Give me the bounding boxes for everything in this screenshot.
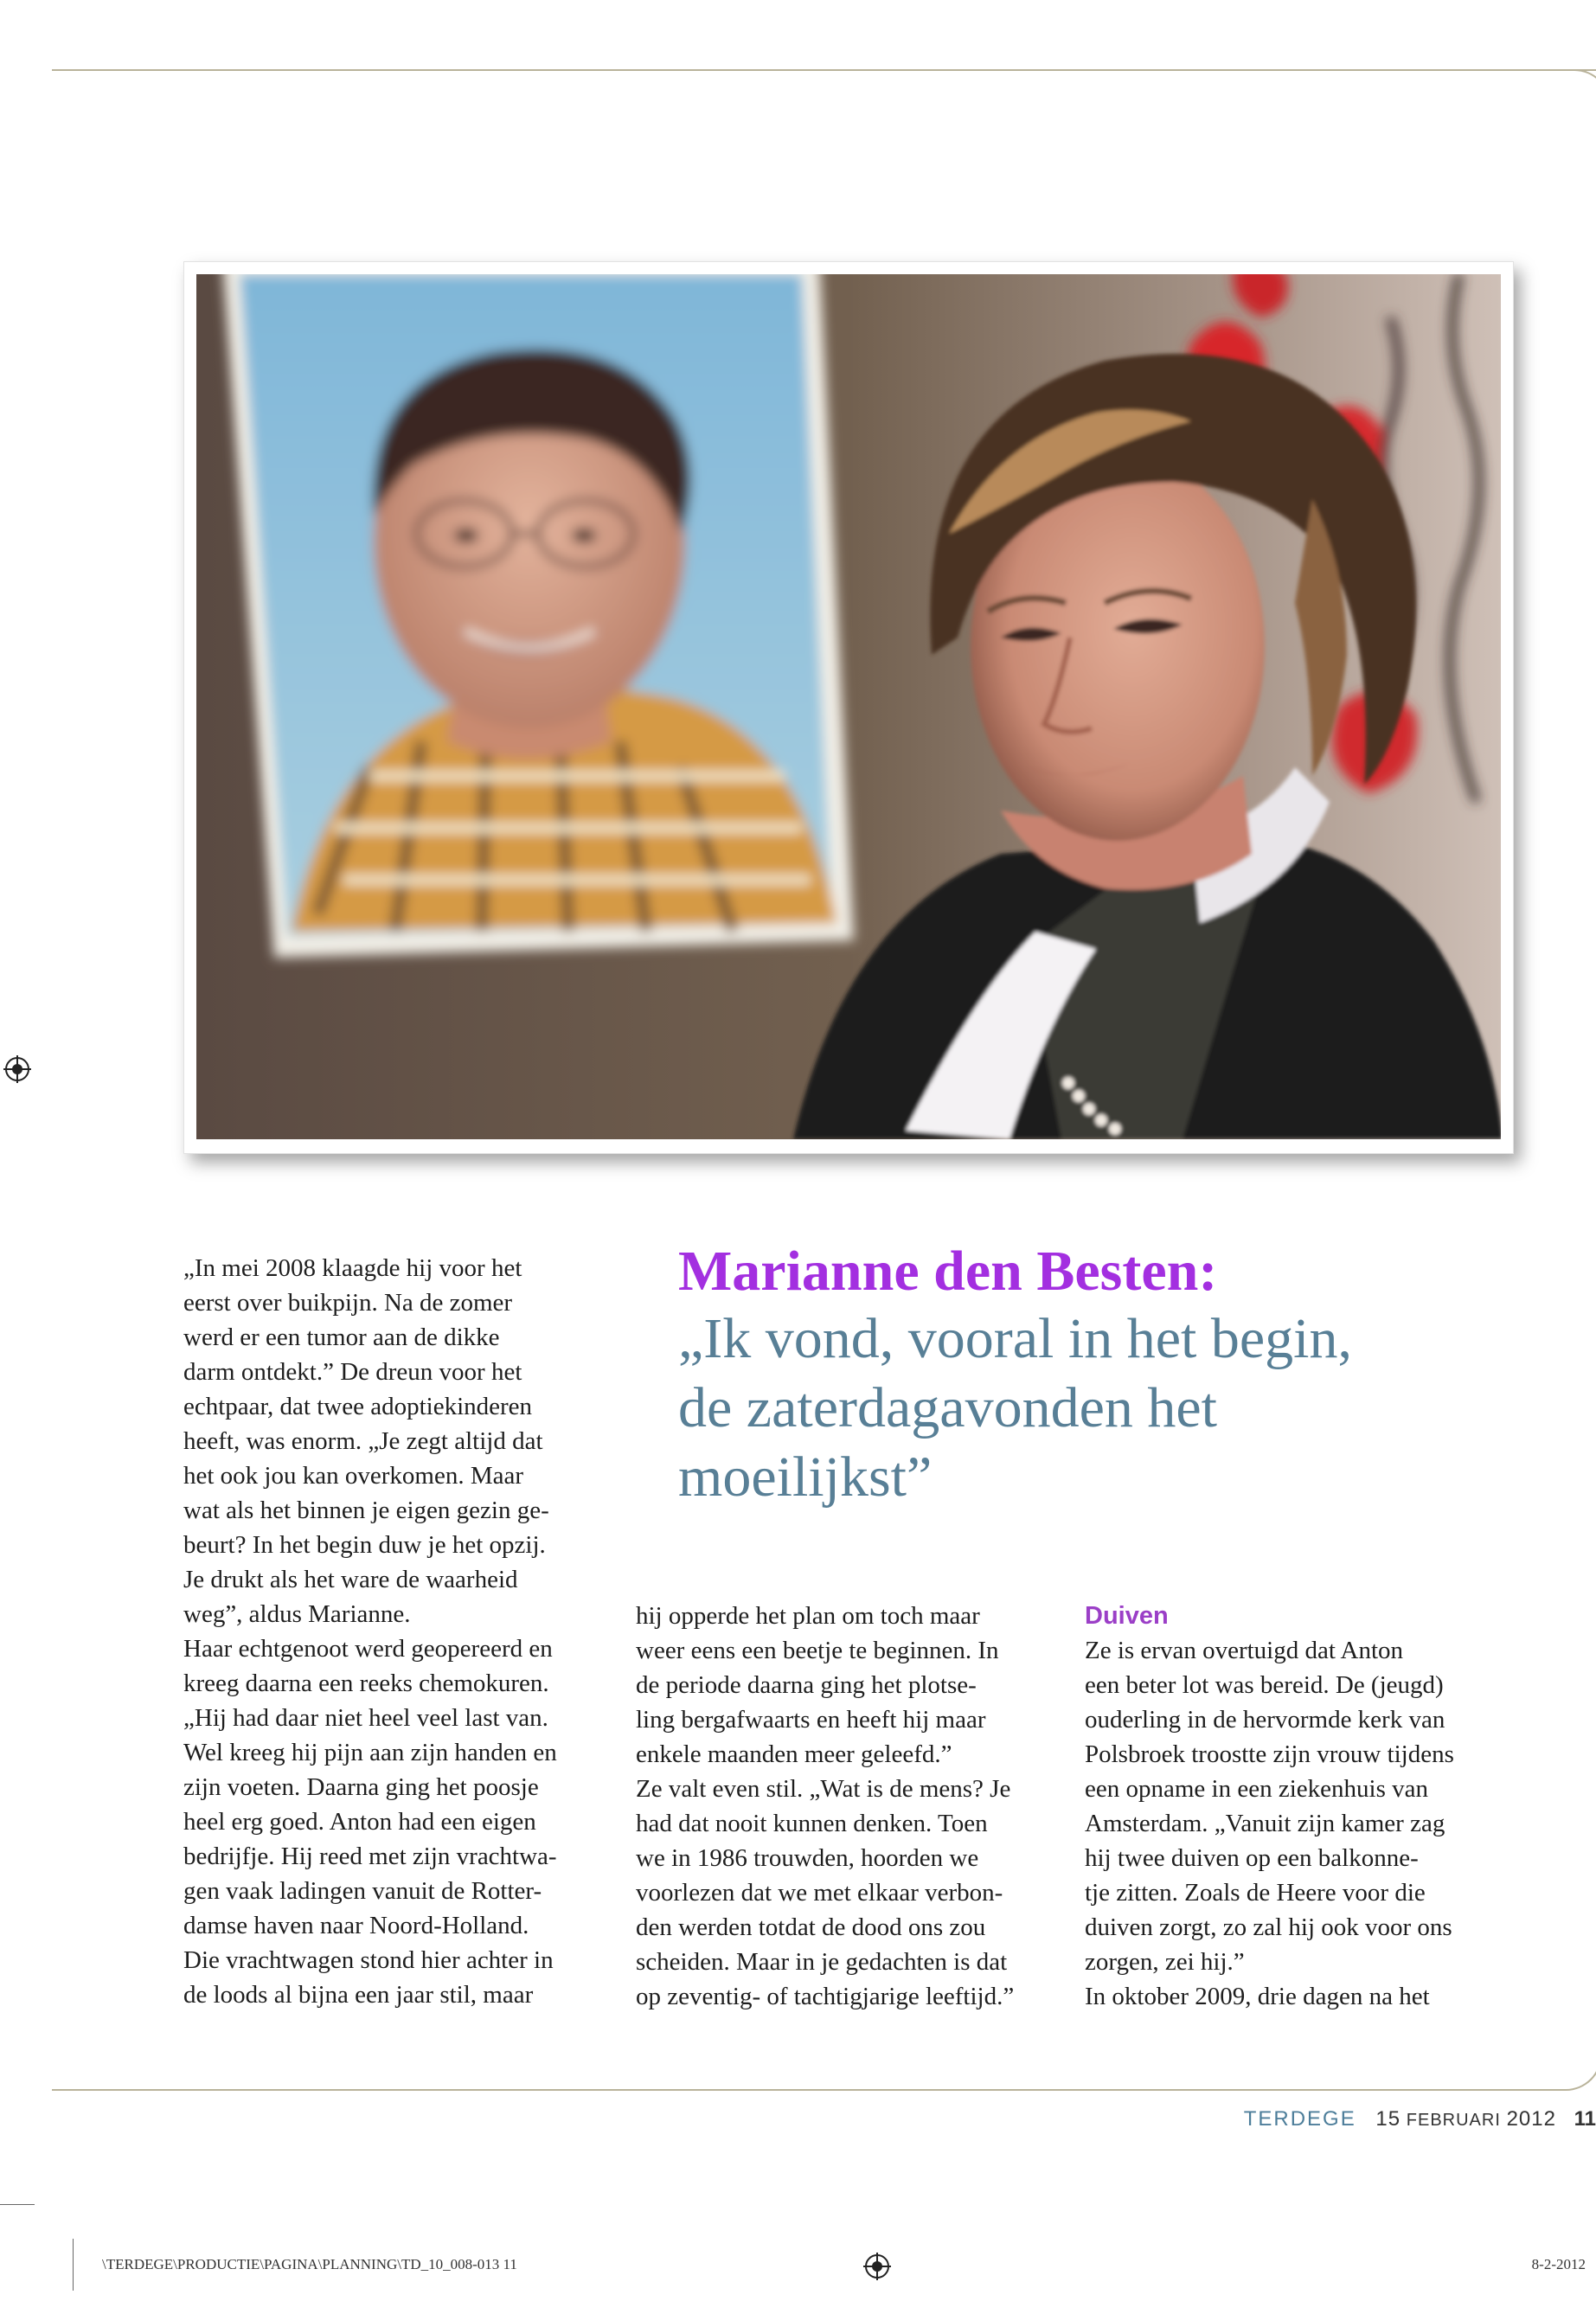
text-line: echtpaar, dat twee adoptiekinderen bbox=[183, 1393, 533, 1420]
text-line: beurt? In het begin duw je het opzij. bbox=[183, 1531, 546, 1559]
text-line: „Hij had daar niet heel veel last van. bbox=[183, 1704, 548, 1732]
text-line: hij twee duiven op een balkonne- bbox=[1085, 1844, 1419, 1872]
headline-name: Marianne den Besten: bbox=[678, 1240, 1218, 1303]
text-line: Polsbroek troostte zijn vrouw tijdens bbox=[1085, 1740, 1454, 1768]
text-line: scheiden. Maar in je gedachten is dat bbox=[636, 1948, 1008, 1976]
bottom-rule bbox=[52, 2089, 1557, 2091]
text-line: heeft, was enorm. „Je zegt altijd dat bbox=[183, 1427, 543, 1455]
text-line: we in 1986 trouwden, hoorden we bbox=[636, 1844, 979, 1872]
text-line: op zeventig- of tachtigjarige leeftijd.” bbox=[636, 1983, 1015, 2010]
text-line: In oktober 2009, drie dagen na het bbox=[1085, 1983, 1430, 2010]
headline-quote-line: de zaterdagavonden het bbox=[678, 1376, 1218, 1439]
text-line: Amsterdam. „Vanuit zijn kamer zag bbox=[1085, 1810, 1445, 1837]
text-line: een opname in een ziekenhuis van bbox=[1085, 1775, 1428, 1803]
text-line: ouderling in de hervormde kerk van bbox=[1085, 1706, 1445, 1734]
text-line: Wel kreeg hij pijn aan zijn handen en bbox=[183, 1739, 557, 1766]
text-line: kreeg daarna een reeks chemokuren. bbox=[183, 1670, 549, 1697]
issue-day: 15 bbox=[1375, 2107, 1401, 2131]
text-line: weer eens een beetje te beginnen. In bbox=[636, 1637, 999, 1664]
text-line: Haar echtgenoot werd geopereerd en bbox=[183, 1635, 553, 1663]
text-line: weg”, aldus Marianne. bbox=[183, 1600, 411, 1628]
bottom-rule-corner bbox=[1548, 2054, 1596, 2091]
text-line: gen vaak ladingen vanuit de Rotter- bbox=[183, 1877, 542, 1905]
issue-month: FEBRUARI bbox=[1406, 2111, 1501, 2130]
text-line: werd er een tumor aan de dikke bbox=[183, 1324, 500, 1351]
issue-year: 2012 bbox=[1506, 2107, 1556, 2131]
portrait-photo bbox=[196, 274, 1501, 1139]
text-line: eerst over buikpijn. Na de zomer bbox=[183, 1289, 513, 1317]
article-column-2 bbox=[636, 1599, 1068, 2014]
production-date: 8-2-2012 bbox=[1531, 2256, 1586, 2272]
text-line: „In mei 2008 klaagde hij voor het bbox=[183, 1254, 522, 1282]
text-line: darm ontdekt.” De dreun voor het bbox=[183, 1358, 522, 1386]
text-line: Ze is ervan overtuigd dat Anton bbox=[1085, 1637, 1404, 1664]
crop-mark bbox=[0, 2204, 35, 2205]
text-line: wat als het binnen je eigen gezin ge- bbox=[183, 1497, 549, 1524]
magazine-name: TERDEGE bbox=[1243, 2107, 1356, 2131]
headline bbox=[678, 1239, 1543, 1512]
production-slug: \TERDEGE\PRODUCTIE\PAGINA\PLANNING\TD_10_008-013 11 bbox=[102, 2256, 517, 2272]
text-line: de loods al bijna een jaar stil, maar bbox=[183, 1981, 534, 2009]
article-column-3 bbox=[1085, 1599, 1517, 2014]
text-line: Die vrachtwagen stond hier achter in bbox=[183, 1946, 554, 1974]
text-line: hij opperde het plan om toch maar bbox=[636, 1602, 980, 1630]
headline-quote-line: moeilijkst” bbox=[678, 1445, 933, 1509]
crop-mark bbox=[73, 2239, 74, 2291]
text-line: de periode daarna ging het plotse- bbox=[636, 1671, 977, 1699]
page-number: 11 bbox=[1574, 2107, 1596, 2131]
text-line: Ze valt even stil. „Wat is de mens? Je bbox=[636, 1775, 1011, 1803]
text-line: ling bergafwaarts en heeft hij maar bbox=[636, 1706, 986, 1734]
text-line: Je drukt als het ware de waarheid bbox=[183, 1566, 518, 1593]
text-line: den werden totdat de dood ons zou bbox=[636, 1913, 986, 1941]
top-rule-corner bbox=[1557, 69, 1596, 106]
text-line: enkele maanden meer geleefd.” bbox=[636, 1740, 952, 1768]
text-line: het ook jou kan overkomen. Maar bbox=[183, 1462, 524, 1490]
article-column-1 bbox=[183, 1251, 616, 2012]
text-line: heel erg goed. Anton had een eigen bbox=[183, 1808, 536, 1836]
text-line: tje zitten. Zoals de Heere voor die bbox=[1085, 1879, 1426, 1907]
page-footer bbox=[1244, 2107, 1596, 2131]
text-line: een beter lot was bereid. De (jeugd) bbox=[1085, 1671, 1444, 1699]
photo-frame bbox=[183, 261, 1514, 1154]
text-line: had dat nooit kunnen denken. Toen bbox=[636, 1810, 988, 1837]
headline-quote-line: „Ik vond, vooral in het begin, bbox=[678, 1307, 1352, 1370]
text-line: voorlezen dat we met elkaar verbon- bbox=[636, 1879, 1003, 1907]
section-subhead: Duiven bbox=[1085, 1602, 1169, 1630]
text-line: damse haven naar Noord-Holland. bbox=[183, 1912, 529, 1939]
text-line: zorgen, zei hij.” bbox=[1085, 1948, 1245, 1976]
registration-mark-icon bbox=[3, 1055, 31, 1083]
text-line: bedrijfje. Hij reed met zijn vrachtwa- bbox=[183, 1843, 557, 1870]
top-rule bbox=[52, 69, 1596, 71]
text-line: duiven zorgt, zo zal hij ook voor ons bbox=[1085, 1913, 1452, 1941]
registration-mark-icon bbox=[863, 2253, 891, 2280]
text-line: zijn voeten. Daarna ging het poosje bbox=[183, 1773, 539, 1801]
